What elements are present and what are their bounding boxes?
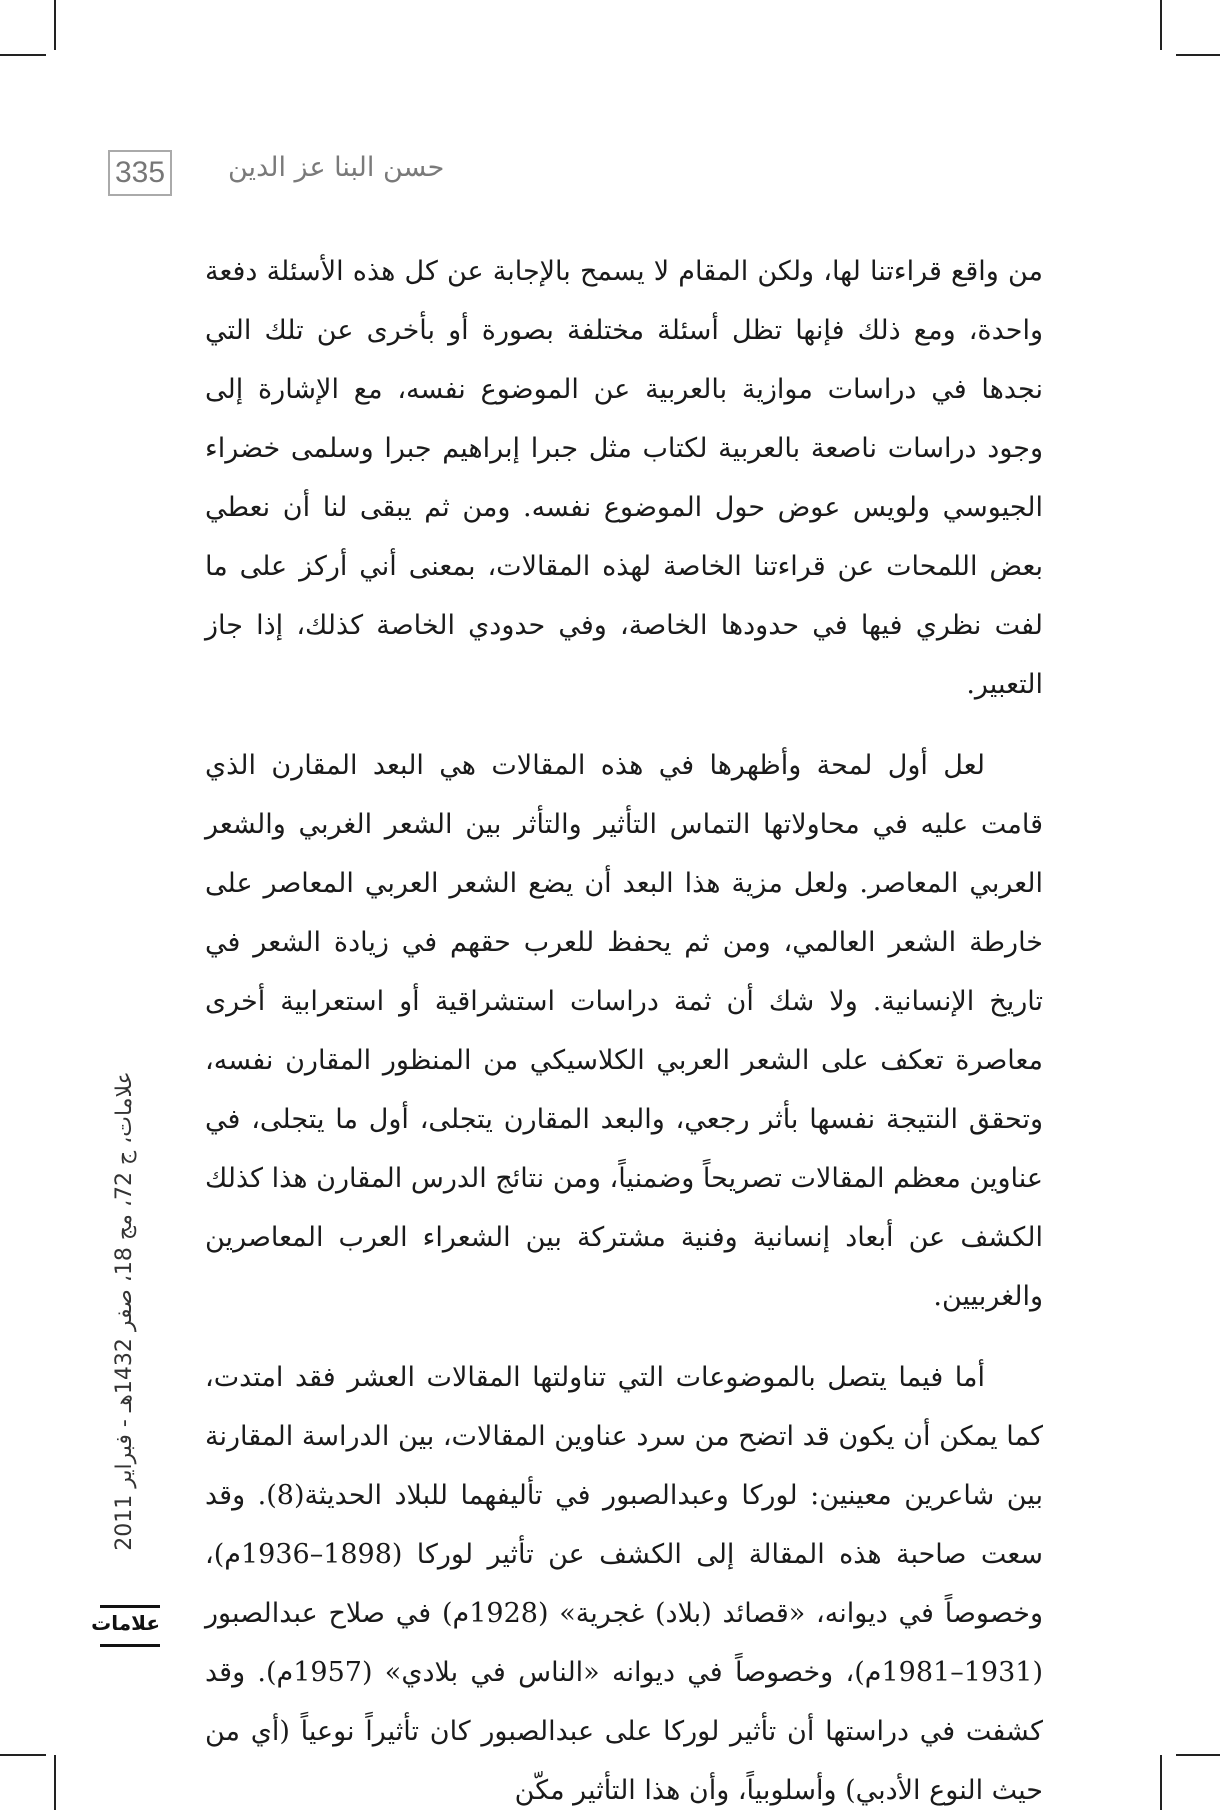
- crop-mark: [0, 54, 46, 56]
- crop-mark: [1160, 1755, 1162, 1810]
- crop-mark: [1176, 1754, 1220, 1756]
- crop-mark: [54, 1755, 56, 1810]
- paragraph: لعل أول لمحة وأظهرها في هذه المقالات هي البعد المقارن الذي قامت عليه في محاولاتها التماس التأثير والتأثر بين الشعر الغربي والشعر العربي المعاصر. ولعل مزية هذا البعد أن يضع الشعر العربي المعاصر على خارطة الشعر العالمي، ومن ثم يحفظ للعرب حقهم في زيادة الشعر في تاريخ الإنسانية. ولا شك أن ثمة دراسات استشراقية أو استعرابية أخرى معاصرة تعكف على الشعر العربي الكلاسيكي من المنظور المقارن نفسه، وتحقق النتيجة نفسها بأثر رجعي، والبعد المقارن يتجلى، أول ما يتجلى، في عناوين معظم المقالات تصريحاً وضمنياً، ومن نتائج الدرس المقارن هذا كذلك الكشف عن أبعاد إنسانية وفنية مشتركة بين الشعراء العرب المعاصرين والغربيين.: [205, 750, 1043, 1312]
- author-name: حسن البنا عز الدين: [228, 152, 445, 183]
- crop-mark: [1160, 0, 1162, 50]
- paragraph: من واقع قراءتنا لها، ولكن المقام لا يسمح بالإجابة عن كل هذه الأسئلة دفعة واحدة، ومع ذلك فإنها تظل أسئلة مختلفة بصورة أو بأخرى عن تلك التي نجدها في دراسات موازية بالعربية عن الموضوع نفسه، مع الإشارة إلى وجود دراسات ناصعة بالعربية لكتاب مثل جبرا إبراهيم جبرا وسلمى خضراء الجيوسي ولويس عوض حول الموضوع نفسه. ومن ثم يبقى لنا أن نعطي بعض اللمحات عن قراءتنا الخاصة لهذه المقالات، بمعنى أني أركز على ما لفت نظري فيها في حدودها الخاصة، وفي حدودي الخاصة كذلك، إذا جاز التعبير.: [205, 256, 1043, 700]
- crop-mark: [54, 0, 56, 50]
- journal-logo: علامات: [100, 1605, 160, 1647]
- article-body: [205, 242, 1043, 1820]
- crop-mark: [0, 1754, 46, 1756]
- journal-issue-caption: علامات، ج 72، مج 18، صفر 1432هـ - فبراير 2011: [112, 1071, 137, 1551]
- running-header: [108, 150, 648, 200]
- paragraph: أما فيما يتصل بالموضوعات التي تناولتها المقالات العشر فقد امتدت، كما يمكن أن يكون قد اتضح من سرد عناوين المقالات، بين الدراسة المقارنة بين شاعرين معينين: لوركا وعبدالصبور في تأليفهما للبلاد الحديثة(8). وقد سعت صاحبة هذه المقالة إلى الكشف عن تأثير لوركا (1898–1936م)، وخصوصاً في ديوانه، «قصائد (بلاد) غجرية» (1928م) في صلاح عبدالصبور (1931–1981م)، وخصوصاً في ديوانه «الناس في بلادي» (1957م). وقد كشفت في دراستها أن تأثير لوركا على عبدالصبور كان تأثيراً نوعياً (أي من حيث النوع الأدبي) وأسلوبياً، وأن هذا التأثير مكّن: [205, 1362, 1043, 1806]
- page-number: 335: [108, 150, 172, 196]
- crop-mark: [1176, 54, 1220, 56]
